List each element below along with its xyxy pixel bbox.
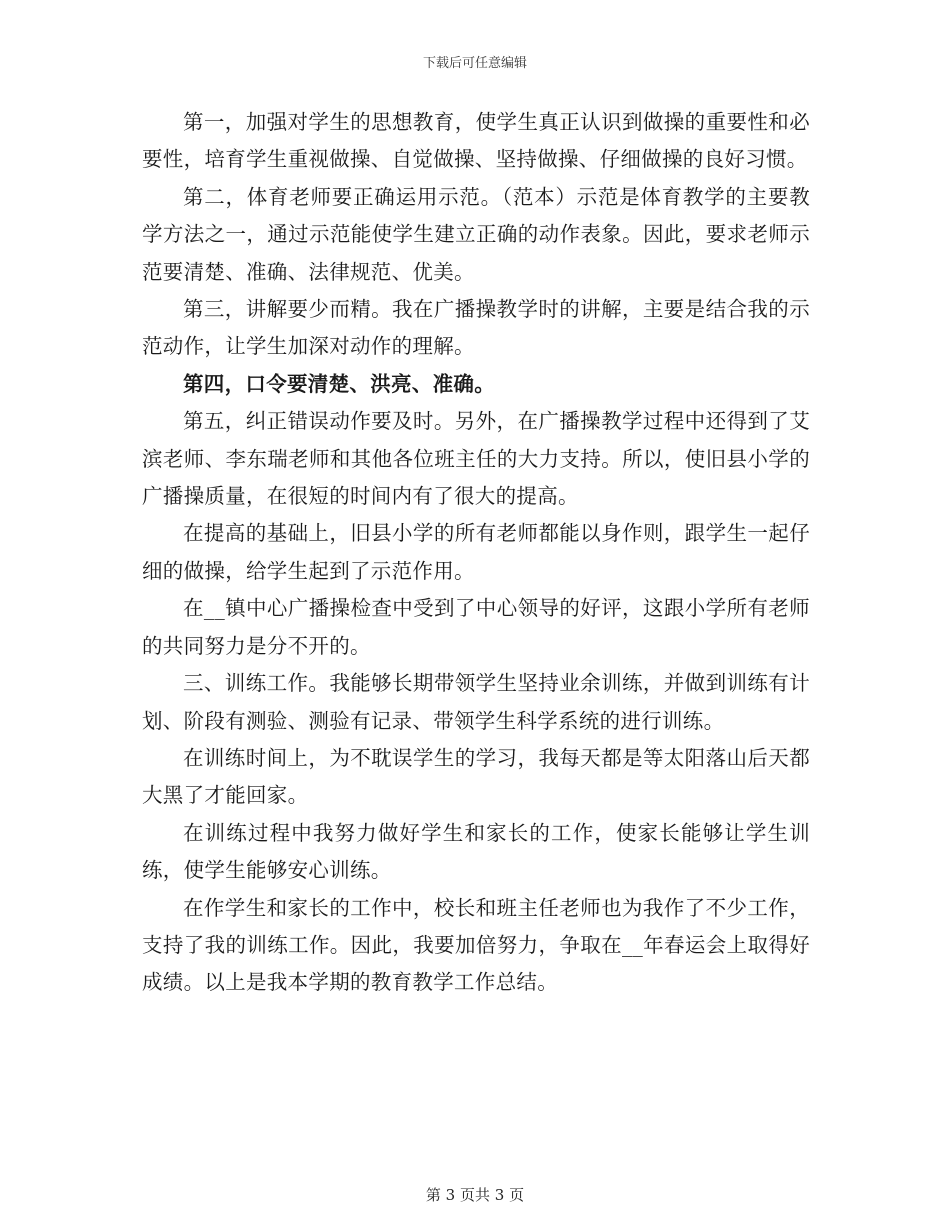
paragraph-11: 在作学生和家长的工作中，校长和班主任老师也为我作了不少工作，支持了我的训练工作。因此，我要加倍努力，争取在__年春运会上取得好成绩。以上是我本学期的教育教学工作总结。: [142, 895, 810, 995]
paragraph-10: 在训练过程中我努力做好学生和家长的工作，使家长能够让学生训练，使学生能够安心训练。: [142, 820, 810, 883]
paragraph-2: 第二，体育老师要正确运用示范。（范本）示范是体育教学的主要教学方法之一，通过示范能使学生建立正确的动作表象。因此，要求老师示范要清楚、准确、法律规范、优美。: [142, 184, 810, 284]
page-footer: 第 3 页共 3 页: [425, 1186, 525, 1204]
paragraph-9: 在训练时间上，为不耽误学生的学习，我每天都是等太阳落山后天都大黑了才能回家。: [142, 745, 810, 808]
paragraph-7: 在__镇中心广播操检查中受到了中心领导的好评，这跟小学所有老师的共同努力是分不开的。: [142, 596, 810, 658]
paragraph-4-bold: 第四，口令要清楚、洪亮、准确。: [183, 371, 495, 396]
paragraph-1: 第一，加强对学生的思想教育，使学生真正认识到做操的重要性和必要性，培育学生重视做操、自觉做操、坚持做操、仔细做操的良好习惯。: [142, 110, 810, 172]
paragraph-3: 第三，讲解要少而精。我在广播操教学时的讲解，主要是结合我的示范动作，让学生加深对动作的理解。: [142, 297, 810, 359]
page-header: 下载后可任意编辑: [422, 56, 527, 71]
document-body: [142, 104, 810, 1002]
paragraph-6: 在提高的基础上，旧县小学的所有老师都能以身作则，跟学生一起仔细的做操，给学生起到了示范作用。: [142, 521, 810, 583]
paragraph-8: 三、训练工作。我能够长期带领学生坚持业余训练，并做到训练有计划、阶段有测验、测验有记录、带领学生科学系统的进行训练。: [142, 671, 810, 733]
paragraph-5: 第五，纠正错误动作要及时。另外，在广播操教学过程中还得到了艾滨老师、李东瑞老师和其他各位班主任的大力支持。所以，使旧县小学的广播操质量，在很短的时间内有了很大的提高。: [142, 409, 810, 509]
